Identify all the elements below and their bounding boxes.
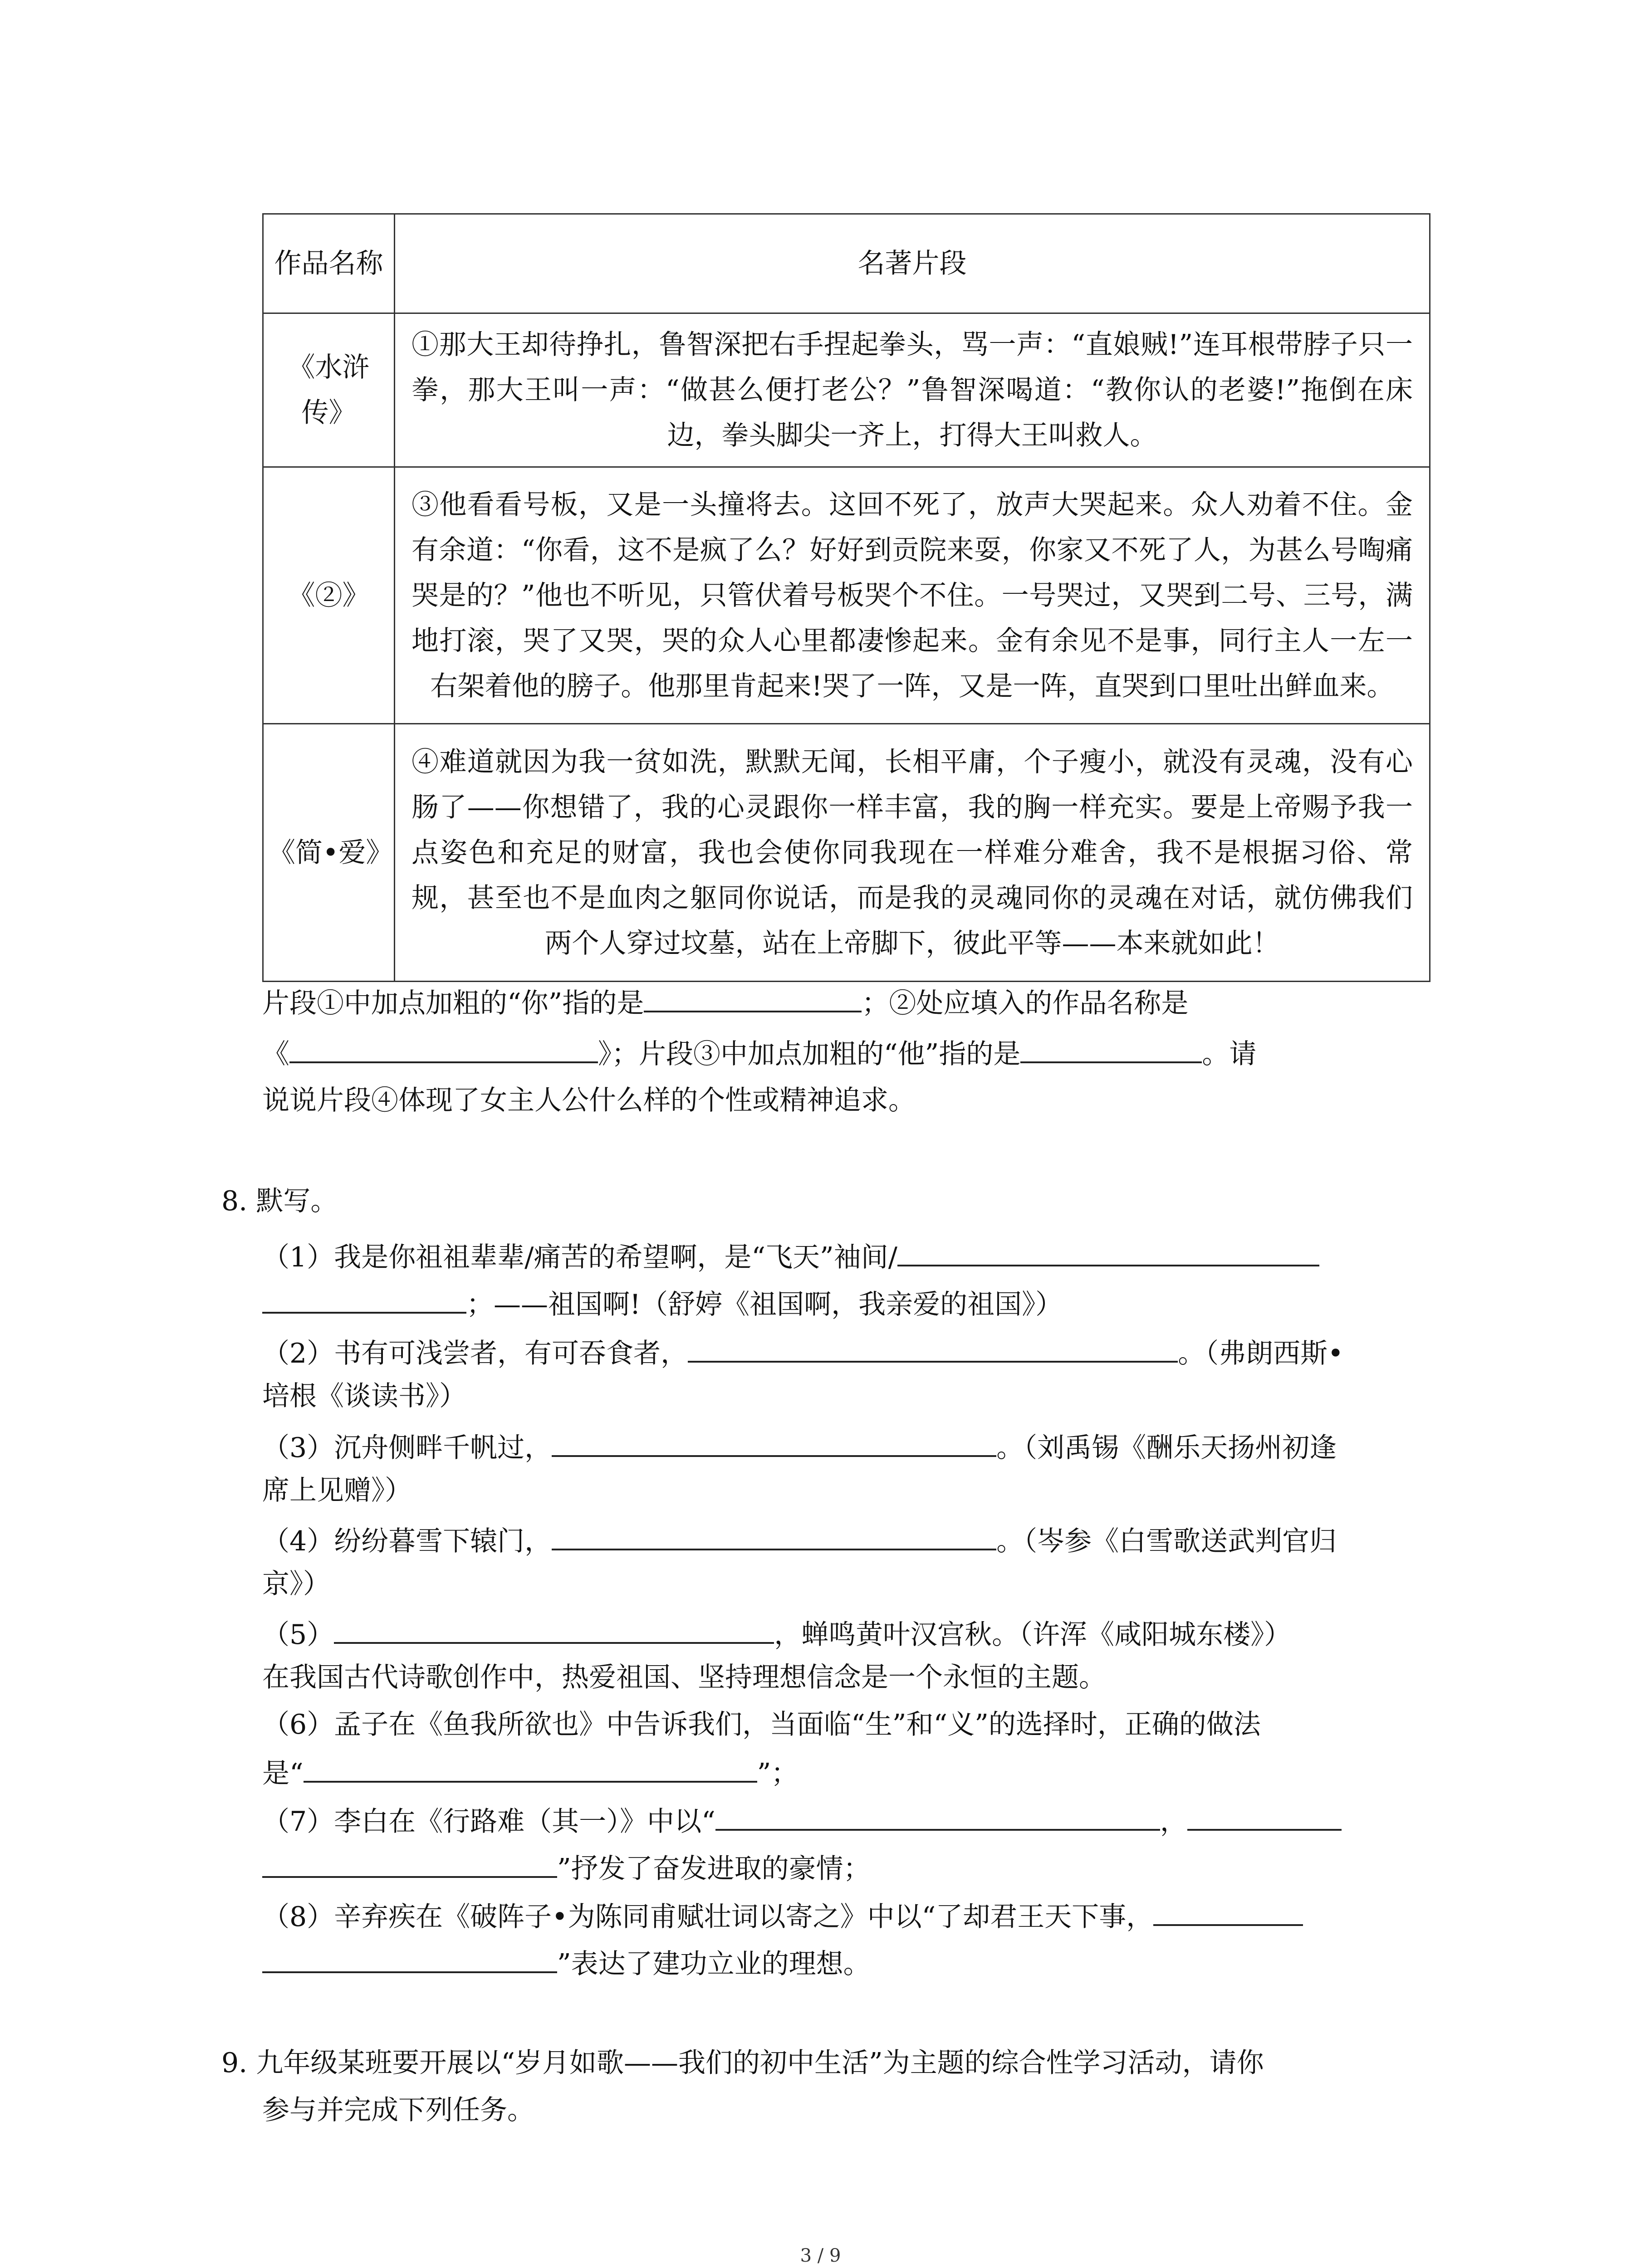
table-row (263, 724, 1430, 982)
q8-item-5 (262, 1610, 1291, 1652)
q8-item-2 (262, 1329, 1344, 1371)
table-row (263, 313, 1430, 467)
q9-line-2: 参与并完成下列任务。 (262, 2094, 534, 2126)
answer-blank[interactable] (334, 1610, 774, 1644)
q8-text: 。（刘禹锡《酬乐天扬州初逢 (996, 1432, 1337, 1464)
q7-text: ；②处应填入的作品名称是 (862, 987, 1189, 1019)
answer-blank[interactable] (289, 1030, 598, 1063)
q8-text: 。（弗朗西斯• (1178, 1338, 1344, 1369)
q8-text: ， (1160, 1806, 1187, 1838)
q7-text: 《 (262, 1038, 289, 1070)
answer-blank[interactable] (262, 1280, 466, 1314)
q7-text: 片段①中加点加粗的“你”指的是 (262, 987, 644, 1019)
table-header-row (263, 214, 1430, 313)
work-passage: ①那大王却待挣扎，鲁智深把右手捏起拳头，骂一声：“直娘贼!”连耳根带脖子只一拳，那大王叫一声：“做甚么便打老公？”鲁智深喝道：“教你认的老婆!”拖倒在床边，拳头脚尖一齐上，打得大王叫救人。 (395, 313, 1430, 467)
q8-text: （8）辛弃疾在《破阵子•为陈同甫赋壮词以寄之》中以“了却君王天下事， (262, 1901, 1154, 1933)
header-work-name: 作品名称 (263, 214, 395, 313)
q8-item-1-cont (262, 1280, 1063, 1322)
q7-line-3: 说说片段④体现了女主人公什么样的个性或精神追求。 (262, 1085, 916, 1116)
answer-blank[interactable] (1187, 1797, 1342, 1831)
q8-item-3-cont: 席上见赠》） (262, 1475, 412, 1506)
answer-blank[interactable] (262, 1940, 557, 1973)
q8-text: （4）纷纷暮雪下辕门， (262, 1525, 552, 1557)
q8-item-6: （6）孟子在《鱼我所欲也》中告诉我们，当面临“生”和“义”的选择时，正确的做法 (262, 1709, 1261, 1740)
answer-blank[interactable] (552, 1423, 996, 1457)
answer-blank[interactable] (304, 1749, 757, 1783)
page-number: 3 / 9 (800, 2245, 841, 2266)
q8-text: （1）我是你祖祖辈辈/痛苦的希望啊，是“飞天”袖间/ (262, 1242, 897, 1273)
work-name: 《水浒传》 (263, 313, 395, 467)
q8-item-1 (262, 1233, 1319, 1275)
q8-item-2-cont: 培根《谈读书》） (262, 1380, 466, 1412)
q7-line-2 (262, 1030, 1256, 1071)
answer-blank[interactable] (1020, 1030, 1202, 1063)
work-name: 《简•爱》 (263, 724, 395, 982)
q9-line-1: 9. 九年级某班要开展以“岁月如歌——我们的初中生活”为主题的综合性学习活动，请你 (221, 2047, 1264, 2079)
q8-item-3 (262, 1423, 1337, 1465)
q8-text: 。（岑参《白雪歌送武判官归 (996, 1525, 1337, 1557)
work-passage: ③他看看号板，又是一头撞将去。这回不死了，放声大哭起来。众人劝着不住。金有余道：“你看，这不是疯了么？好好到贡院来耍，你家又不死了人，为甚么号啕痛哭是的？”他也不听见，只管伏着号板哭个不住。一号哭过，又哭到二号、三号，满地打滚，哭了又哭，哭的众人心里都凄惨起来。金有余见不是事，同行主人一左一右架着他的膀子。他那里肯起来!哭了一阵，又是一阵，直哭到口里吐出鲜血来。 (395, 467, 1430, 724)
answer-blank[interactable] (262, 1844, 557, 1878)
q8-text: ”； (757, 1758, 798, 1789)
q8-item-4-cont: 京》） (262, 1568, 330, 1600)
q8-item-8-cont (262, 1940, 871, 1981)
work-name: 《②》 (263, 467, 395, 724)
answer-blank[interactable] (715, 1797, 1160, 1831)
works-table (262, 213, 1430, 982)
q7-line-1 (262, 979, 1188, 1021)
q8-title: 8. 默写。 (221, 1185, 338, 1217)
q8-item-7-cont (262, 1844, 871, 1886)
answer-blank[interactable] (688, 1329, 1178, 1363)
q8-text: （5） (262, 1619, 334, 1651)
answer-blank[interactable] (897, 1233, 1319, 1266)
answer-blank[interactable] (1153, 1892, 1303, 1926)
answer-blank[interactable] (552, 1517, 996, 1550)
q8-item-8 (262, 1892, 1303, 1934)
q8-text: ；——祖国啊!（舒婷《祖国啊，我亲爱的祖国》） (466, 1289, 1063, 1320)
q8-text: ”抒发了奋发进取的豪情； (557, 1853, 871, 1885)
q8-item-6-cont (262, 1749, 798, 1791)
q8-text: （2）书有可浅尝者，有可吞食者， (262, 1338, 688, 1369)
q8-text: ”表达了建功立业的理想。 (557, 1948, 871, 1980)
work-passage: ④难道就因为我一贫如洗，默默无闻，长相平庸，个子瘦小，就没有灵魂，没有心肠了——你想错了，我的心灵跟你一样丰富，我的胸一样充实。要是上帝赐予我一点姿色和充足的财富，我也会使你同我现在一样难分难舍，我不是根据习俗、常规，甚至也不是血肉之躯同你说话，而是我的灵魂同你的灵魂在对话，就仿佛我们两个人穿过坟墓，站在上帝脚下，彼此平等——本来就如此！ (395, 724, 1430, 982)
table-row (263, 467, 1430, 724)
q8-item-4 (262, 1517, 1337, 1559)
q8-text: （3）沉舟侧畔千帆过， (262, 1432, 552, 1464)
q8-intro: 在我国古代诗歌创作中，热爱祖国、坚持理想信念是一个永恒的主题。 (262, 1662, 1106, 1693)
q7-text: 》；片段③中加点加粗的“他”指的是 (598, 1038, 1021, 1070)
q8-item-7 (262, 1797, 1342, 1839)
q8-text: 是“ (262, 1758, 304, 1789)
q7-text: 。请 (1202, 1038, 1257, 1070)
q8-text: ，蝉鸣黄叶汉宫秋。（许浑《咸阳城东楼》） (774, 1619, 1292, 1651)
header-passage: 名著片段 (395, 214, 1430, 313)
answer-blank[interactable] (644, 979, 862, 1012)
q8-text: （7）李白在《行路难（其一）》中以“ (262, 1806, 715, 1838)
